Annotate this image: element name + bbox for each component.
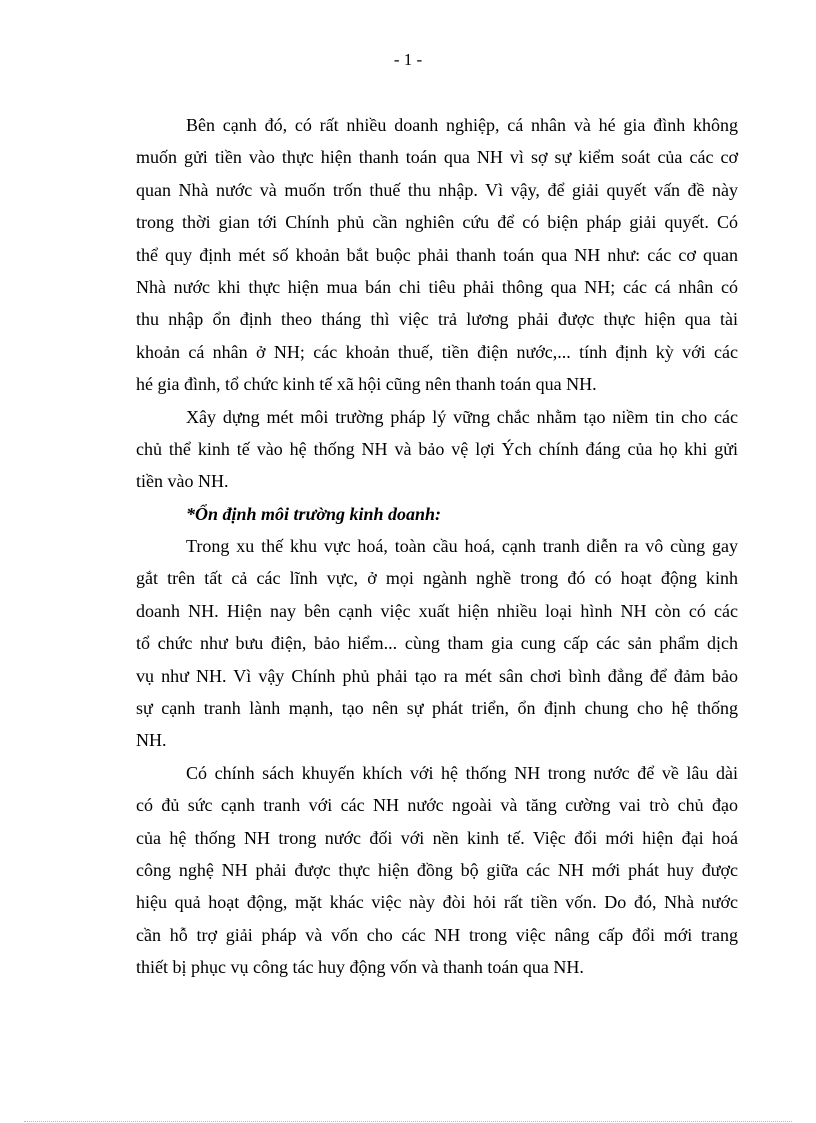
paragraph-2: [136, 401, 738, 498]
paragraph-1: [136, 109, 738, 401]
text-line: chủ thể kinh tế vào hệ thống NH và bảo vệ lợi Ých chính đáng của họ khi gửi: [136, 438, 738, 459]
text-line: tổ chức như bưu điện, bảo hiểm... cùng tham gia cung cấp các sản phẩm dịch: [136, 633, 738, 654]
text-line: khoản cá nhân ở NH; các khoản thuế, tiền điện nước,... tính định kỳ với các: [136, 341, 738, 362]
text-line: Bên cạnh đó, có rất nhiều doanh nghiệp, cá nhân và hé gia đình không: [186, 115, 738, 135]
text-line: của hệ thống NH trong nước đối với nền kinh tế. Việc đổi mới hiện đại hoá: [136, 827, 738, 848]
text-line: vụ như NH. Vì vậy Chính phủ phải tạo ra mét sân chơi bình đẳng để đảm bảo: [136, 665, 738, 686]
text-line: công nghệ NH phải được thực hiện đồng bộ giữa các NH mới phát huy được: [136, 859, 738, 880]
text-line: thể quy định mét số khoản bắt buộc phải thanh toán qua NH như: các cơ quan: [136, 244, 738, 265]
text-line: cần hỗ trợ giải pháp và vốn cho các NH trong việc nâng cấp đổi mới trang: [136, 924, 738, 945]
text-line: có đủ sức cạnh tranh với các NH nước ngoài và tăng cường vai trò chủ đạo: [136, 795, 738, 816]
text-line: thu nhập ổn định theo tháng thì việc trả lương phải được thực hiện qua tài: [136, 309, 738, 330]
text-line: sự cạnh tranh lành mạnh, tạo nên sự phát triển, ổn định chung cho hệ thống: [136, 698, 738, 719]
text-line: Có chính sách khuyến khích với hệ thống NH trong nước để về lâu dài: [186, 762, 738, 783]
text-line: tiền vào NH.: [136, 471, 229, 492]
text-line: Xây dựng mét môi trường pháp lý vững chắc nhằm tạo niềm tin cho các: [186, 406, 738, 427]
text-line: doanh NH. Hiện nay bên cạnh việc xuất hiện nhiều loại hình NH còn có các: [136, 600, 738, 621]
text-line: NH.: [136, 730, 167, 751]
page-number: - 1 -: [393, 50, 423, 69]
text-line: trong thời gian tới Chính phủ cần nghiên cứu để có biện pháp giải quyết. Có: [136, 212, 738, 233]
paragraph-4: [136, 757, 738, 984]
text-line: Trong xu thế khu vực hoá, toàn cầu hoá, cạnh tranh diễn ra vô cùng gay: [186, 536, 738, 557]
text-line: thiết bị phục vụ công tác huy động vốn và thanh toán qua NH.: [136, 957, 584, 978]
text-line: hé gia đình, tổ chức kinh tế xã hội cũng nên thanh toán qua NH.: [136, 374, 597, 395]
section-heading: *Ổn định môi trường kinh doanh:: [186, 503, 442, 524]
page-bottom-divider: [24, 1121, 792, 1122]
text-line: quan Nhà nước và muốn trốn thuế thu nhập. Vì vậy, để giải quyết vấn đề này: [136, 179, 738, 200]
text-line: muốn gửi tiền vào thực hiện thanh toán qua NH vì sợ sự kiểm soát của các cơ: [136, 147, 738, 168]
text-line: Nhà nước khi thực hiện mua bán chi tiêu phải thông qua NH; các cá nhân có: [136, 276, 738, 297]
document-body: [136, 109, 738, 984]
text-line: gắt trên tất cả các lĩnh vực, ở mọi ngành nghề trong đó có hoạt động kinh: [136, 568, 738, 589]
text-line: hiệu quả hoạt động, mặt khác việc này đòi hỏi rất tiền vốn. Do đó, Nhà nước: [136, 892, 738, 913]
paragraph-3: [136, 530, 738, 757]
